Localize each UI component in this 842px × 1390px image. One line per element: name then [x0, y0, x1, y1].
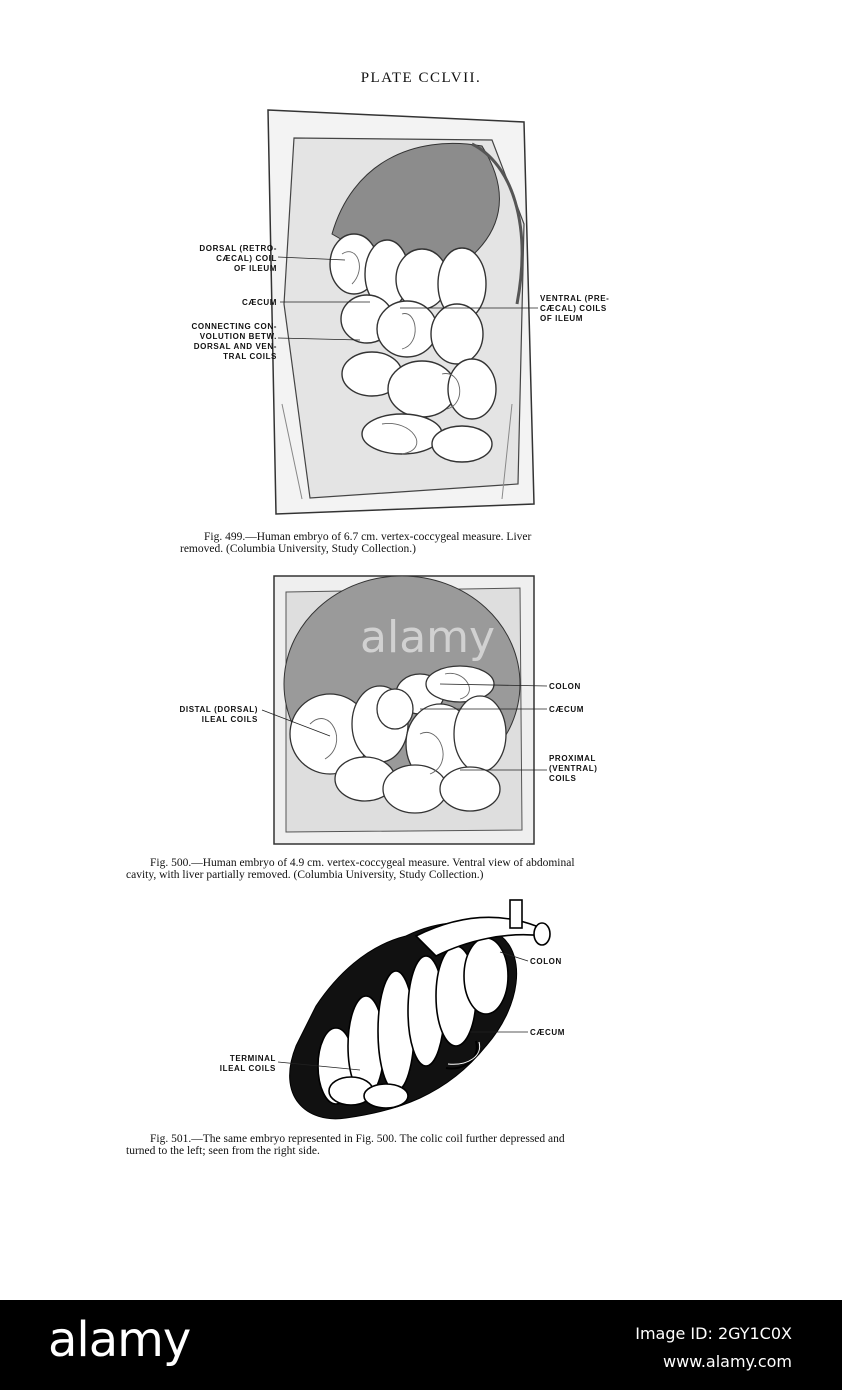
figure-499-leader-lines — [0, 0, 842, 560]
image-info — [635, 1320, 792, 1376]
watermark-text: alamy — [360, 612, 496, 663]
site-url: www.alamy.com — [663, 1352, 792, 1371]
label-proximal-coils: PROXIMAL (VENTRAL) COILS — [549, 754, 598, 783]
label-caecum-501: CÆCUM — [530, 1028, 565, 1037]
alamy-logo: alamy — [48, 1312, 191, 1368]
label-colon-501: COLON — [530, 957, 562, 966]
label-dorsal-coil: DORSAL (RETRO- CÆCAL) COIL OF ILEUM — [199, 244, 277, 273]
figure-500-caption: Fig. 500.—Human embryo of 4.9 cm. vertex-coccygeal measure. Ventral view of abdominal cavity, with liver partially removed. (Columbia University, Study Collection.) — [126, 857, 575, 881]
label-caecum-500: CÆCUM — [549, 705, 584, 714]
figure-501-caption: Fig. 501.—The same embryo represented in Fig. 500. The colic coil further depressed and turned to the left; seen from the right side. — [126, 1133, 565, 1157]
plate-title: PLATE CCLVII. — [360, 70, 482, 86]
label-ventral-coils: VENTRAL (PRE- CÆCAL) COILS OF ILEUM — [540, 294, 610, 323]
figure-501-leader-lines — [0, 900, 842, 1130]
label-distal-ileal-coils: DISTAL (DORSAL) ILEAL COILS — [179, 705, 258, 724]
figure-499-caption: Fig. 499.—Human embryo of 6.7 cm. vertex-coccygeal measure. Liver removed. (Columbia University, Study Collection.) — [180, 531, 532, 555]
label-caecum: CÆCUM — [242, 298, 277, 307]
figure-500-leader-lines — [0, 560, 842, 860]
label-terminal-ileal-coils: TERMINAL ILEAL COILS — [219, 1054, 276, 1073]
label-colon-500: COLON — [549, 682, 581, 691]
label-connecting-convolution: CONNECTING CON- VOLUTION BETW. DORSAL AND VEN- TRAL COILS — [191, 322, 277, 361]
image-id: Image ID: 2GY1C0X — [635, 1324, 792, 1343]
